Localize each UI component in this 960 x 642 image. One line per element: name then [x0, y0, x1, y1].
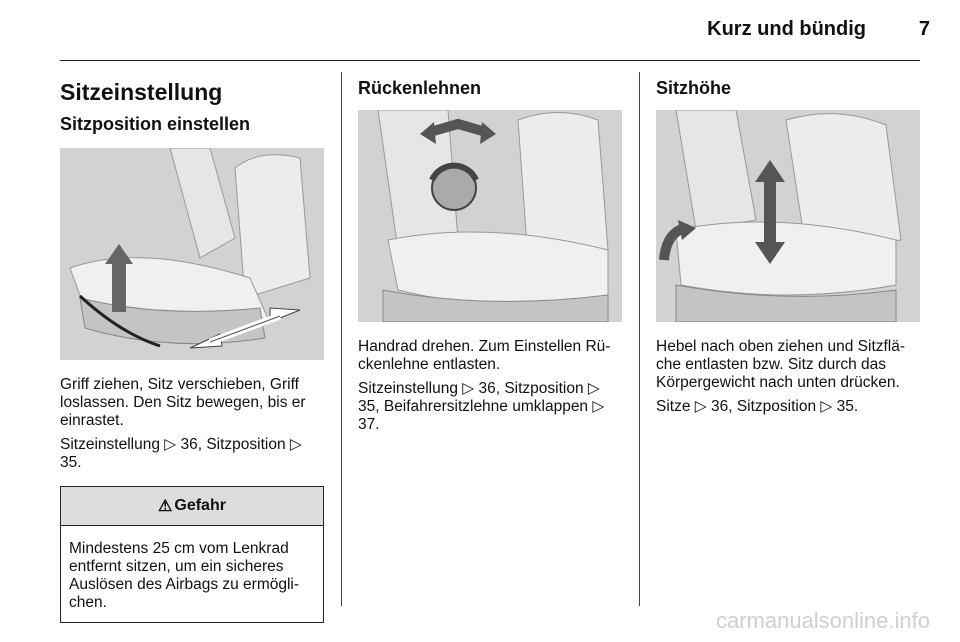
page-number: 7: [918, 18, 930, 40]
column-seat-position: [60, 72, 324, 623]
section-title: Sitzhöhe: [656, 78, 731, 98]
instruction-text: Hebel nach oben ziehen und Sitzflä-che entlasten bzw. Sitz durch das Körpergewicht nach unten drücken.: [656, 338, 906, 391]
warning-icon: ⚠: [158, 498, 173, 515]
danger-text: Mindestens 25 cm vom Lenkrad entfernt sitzen, um ein sicheres Auslösen des Airbags zu ermögli-chen.: [69, 540, 300, 611]
reference-text: Sitzeinstellung ▷ 36, Sitzposition ▷ 35, Beifahrersitzlehne umklappen ▷ 37.: [358, 380, 605, 433]
column-divider: [639, 72, 640, 606]
section-title: Sitzeinstellung: [60, 79, 223, 105]
danger-title: Gefahr: [174, 497, 226, 514]
instruction-text: Handrad drehen. Zum Einstellen Rü-ckenlehne entlasten.: [358, 338, 611, 373]
danger-box: [60, 486, 324, 623]
reference-text: Sitze ▷ 36, Sitzposition ▷ 35.: [656, 398, 859, 415]
seat-height-illustration: [656, 110, 920, 322]
backrest-illustration: [358, 110, 622, 322]
column-seat-height: [656, 72, 920, 416]
section-title: Rückenlehnen: [358, 78, 482, 98]
instruction-text: Griff ziehen, Sitz verschieben, Griff loslassen. Den Sitz bewegen, bis er einrastet.: [60, 376, 306, 429]
reference-text: Sitzeinstellung ▷ 36, Sitzposition ▷ 35.: [60, 436, 302, 471]
header-rule: [60, 60, 920, 61]
column-divider: [341, 72, 342, 606]
page-header-title: Kurz und bündig: [707, 18, 866, 40]
column-backrest: [358, 72, 622, 434]
danger-header: [61, 487, 323, 526]
subsection-title: Sitzposition einstellen: [60, 114, 251, 134]
watermark: carmanualsonline.info: [715, 608, 930, 633]
seat-slide-illustration: [60, 148, 324, 360]
